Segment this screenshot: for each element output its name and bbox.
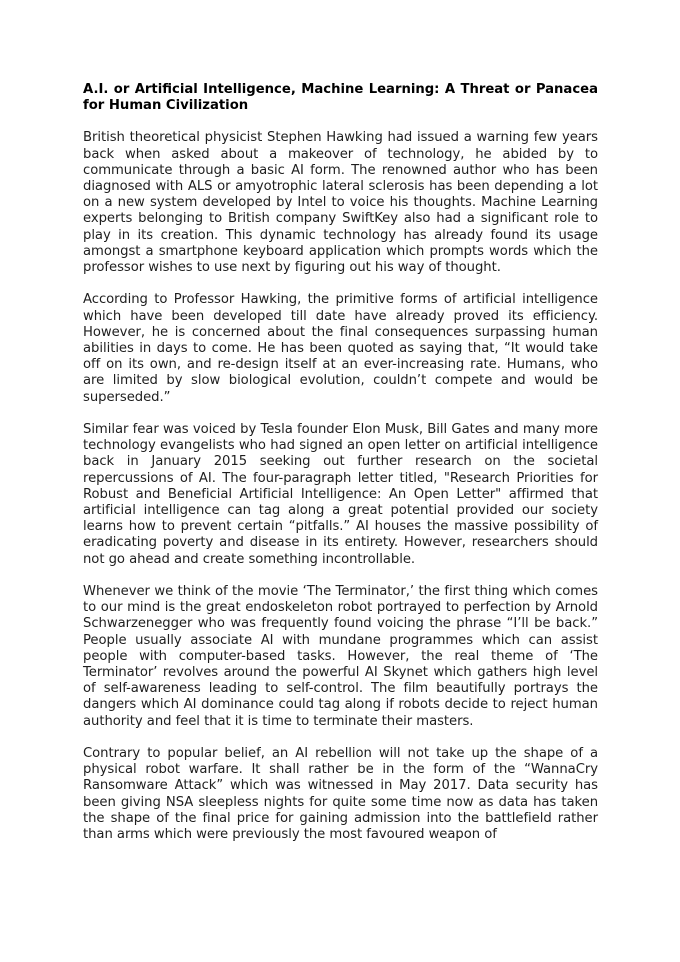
paragraph-open-letter: Similar fear was voiced by Tesla founder Elon Musk, Bill Gates and many more technology evangelists who had signed an open letter on artificial intelligence back in January 2015 seeking out further research on the societal repercussions of AI. The four-paragraph letter titled, "Research Priorities for Robust and Beneficial Artificial Intelligence: An Open Letter" affirmed that artificial intelligence can tag along a great potential provided our society learns how to prevent certain “pitfalls.” AI houses the massive possibility of eradicating poverty and disease in its entirety. However, researchers should not go ahead and create something incontrollable.	[83, 422, 598, 567]
paragraph-hawking-warning: British theoretical physicist Stephen Hawking had issued a warning few years back when asked about a makeover of technology, he abided by to communicate through a basic AI form. The renowned author who has been diagnosed with ALS or amyotrophic lateral sclerosis has been depending a lot on a new system developed by Intel to voice his thoughts. Machine Learning experts belonging to British company SwiftKey also had a significant role to play in its creation. This dynamic technology has already found its usage amongst a smartphone keyboard application which prompts words which the professor wishes to use next by figuring out his way of thought.	[83, 130, 598, 276]
paragraph-wannacry: Contrary to popular belief, an AI rebellion will not take up the shape of a physical robot warfare. It shall rather be in the form of the “WannaCry Ransomware Attack” which was witnessed in May 2017. Data security has been giving NSA sleepless nights for quite some time now as data has taken the shape of the final price for gaining admission into the battlefield rather than arms which were previously the most favoured weapon of	[83, 746, 598, 843]
paragraph-hawking-quote: According to Professor Hawking, the primitive forms of artificial intelligence which have been developed till date have already proved its efficiency. However, he is concerned about the final consequences surpassing human abilities in days to come. He has been quoted as saying that, “It would take off on its own, and re-design itself at an ever-increasing rate. Humans, who are limited by slow biological evolution, couldn’t compete and would be superseded.”	[83, 292, 598, 405]
document-title: A.I. or Artificial Intelligence, Machine Learning: A Threat or Panacea for Human Civilization	[83, 82, 598, 114]
document-page	[83, 82, 598, 859]
paragraph-terminator: Whenever we think of the movie ‘The Terminator,’ the first thing which comes to our mind is the great endoskeleton robot portrayed to perfection by Arnold Schwarzenegger who was frequently found voicing the phrase “I’ll be back.” People usually associate AI with mundane programmes which can assist people with computer-based tasks. However, the real theme of ‘The Terminator’ revolves around the powerful AI Skynet which gathers high level of self-awareness leading to self-control. The film beautifully portrays the dangers which AI dominance could tag along if robots decide to reject human authority and feel that it is time to terminate their masters.	[83, 584, 598, 729]
